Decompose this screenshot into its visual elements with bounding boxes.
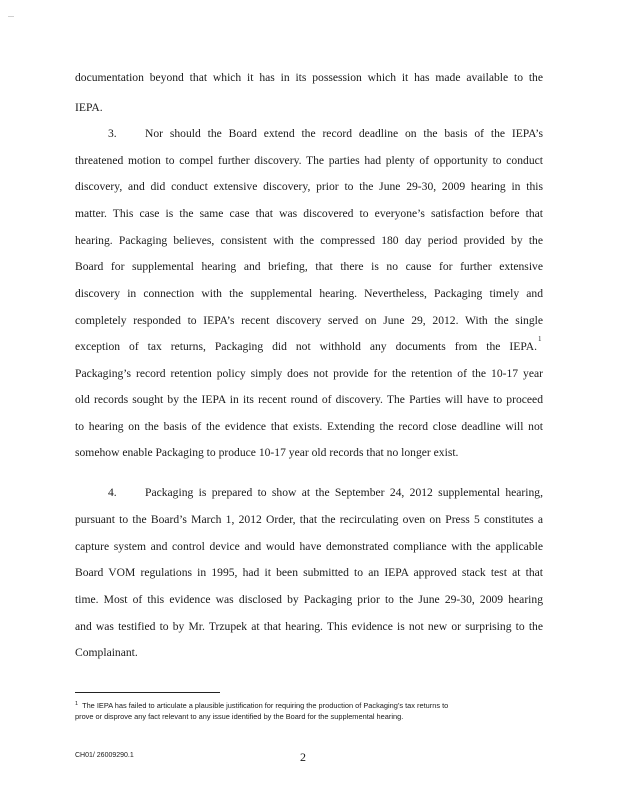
footnote-text: The IEPA has failed to articulate a plausible justification for requiring the production of Packaging’s tax returns to bbox=[82, 701, 449, 710]
body-line: IEPA. bbox=[75, 101, 103, 114]
body-line: hearing. Packaging believes, consistent with the compressed 180 day period provided by the bbox=[75, 234, 543, 247]
body-line: documentation beyond that which it has in its possession which it has made available to the bbox=[75, 71, 543, 84]
body-line: discovery, and did conduct extensive discovery, prior to the June 29-30, 2009 hearing in this bbox=[75, 180, 543, 193]
body-line: old records sought by the IEPA in its recent round of discovery. The Parties will have to proceed bbox=[75, 393, 543, 406]
body-line bbox=[75, 340, 537, 354]
body-line: Board VOM regulations in 1995, had it been submitted to an IEPA approved stack test at that bbox=[75, 566, 543, 579]
body-line-text: exception of tax returns, Packaging did not withhold any documents from the IEPA. bbox=[75, 340, 537, 353]
paragraph-number: 3. bbox=[108, 127, 117, 140]
scan-artifact bbox=[8, 16, 14, 17]
document-page: documentation beyond that which it has in its possession which it has made available to the IEPA. 3. Nor should the Board extend the record deadline on the basis of the IEPA’s threatened motion to compel further discovery. The parties had plenty of opportunity to conduct discovery, and did conduct extensive discovery, prior to the June 29-30, 2009 hearing in this matter. This case is the same case that was discovered to everyone’s satisfaction before that hearing. Packaging believes, consistent with the compressed 180 day period provided by the Board for supplemental hearing and briefing, that there is no cause for further extensive discovery in connection with the supplemental hearing. Nevertheless, Packaging timely and completely responded to IEPA’s recent discovery served on June 29, 2012. With the single exception of tax returns, Packaging did not withhold any documents from the IEPA. 1 Packaging’s record retention policy simply does not provide for the retention of the 10-17 year old records sought by the IEPA in its recent round of discovery. The Parties will have to proceed to hearing on the basis of the evidence that exists. Extending the record close deadline will not somehow enable Packaging to produce 10-17 year old records that no longer exist. 4. Packaging is prepared to show at the September 24, 2012 supplemental hearing, pursuant to the Board’s March 1, 2012 Order, that the recirculating oven on Press 5 constitutes a capture system and control device and would have demonstrated compliance with the applicable Board VOM regulations in 1995, had it been submitted to an IEPA approved stack test at that time. Most of this evidence was disclosed by Packaging prior to the June 29-30, 2009 hearing and was testified to by Mr. Trzupek at that hearing. This evidence is not new or surprising to the Complainant. $^1$ The IEPA has failed to articulate a plausible justification for requiring the production of Packaging’s tax returns to prove or disprove any fact relevant to any issue identified by the Board for the supplemental hearing. 2 CH01/ 26009290.1 bbox=[0, 0, 619, 800]
body-line: Packaging’s record retention policy simply does not provide for the retention of the 10-17 year bbox=[75, 367, 543, 380]
body-line: Packaging is prepared to show at the September 24, 2012 supplemental hearing, bbox=[145, 486, 543, 499]
body-line: matter. This case is the same case that was discovered to everyone’s satisfaction before that bbox=[75, 207, 543, 220]
footnote-line: prove or disprove any fact relevant to any issue identified by the Board for the supplemental hearing. bbox=[75, 712, 404, 721]
body-line: threatened motion to compel further discovery. The parties had plenty of opportunity to conduct bbox=[75, 154, 543, 167]
document-id: CH01/ 26009290.1 bbox=[75, 752, 134, 759]
paragraph-number: 4. bbox=[108, 486, 117, 499]
body-line: Board for supplemental hearing and briefing, that there is no cause for further extensive bbox=[75, 260, 543, 273]
body-line: completely responded to IEPA’s recent discovery served on June 29, 2012. With the single bbox=[75, 314, 543, 327]
footnote-divider bbox=[75, 692, 220, 693]
page-number: 2 bbox=[300, 750, 306, 764]
body-line: pursuant to the Board’s March 1, 2012 Order, that the recirculating oven on Press 5 constitutes a bbox=[75, 513, 543, 526]
body-line: time. Most of this evidence was disclosed by Packaging prior to the June 29-30, 2009 hearing bbox=[75, 593, 543, 606]
body-line: capture system and control device and would have demonstrated compliance with the applicable bbox=[75, 540, 543, 553]
body-line: Nor should the Board extend the record deadline on the basis of the IEPA’s bbox=[145, 127, 543, 140]
body-line: somehow enable Packaging to produce 10-17 year old records that no longer exist. bbox=[75, 446, 459, 459]
body-line: to hearing on the basis of the evidence that exists. Extending the record close deadline will not bbox=[75, 420, 543, 433]
body-line: Complainant. bbox=[75, 646, 138, 659]
footnote-line bbox=[75, 701, 545, 711]
footnote-mark: 1 bbox=[75, 700, 79, 707]
body-line: discovery in connection with the supplemental hearing. Nevertheless, Packaging timely and bbox=[75, 287, 543, 300]
body-line: and was testified to by Mr. Trzupek at that hearing. This evidence is not new or surprising to the bbox=[75, 620, 543, 633]
